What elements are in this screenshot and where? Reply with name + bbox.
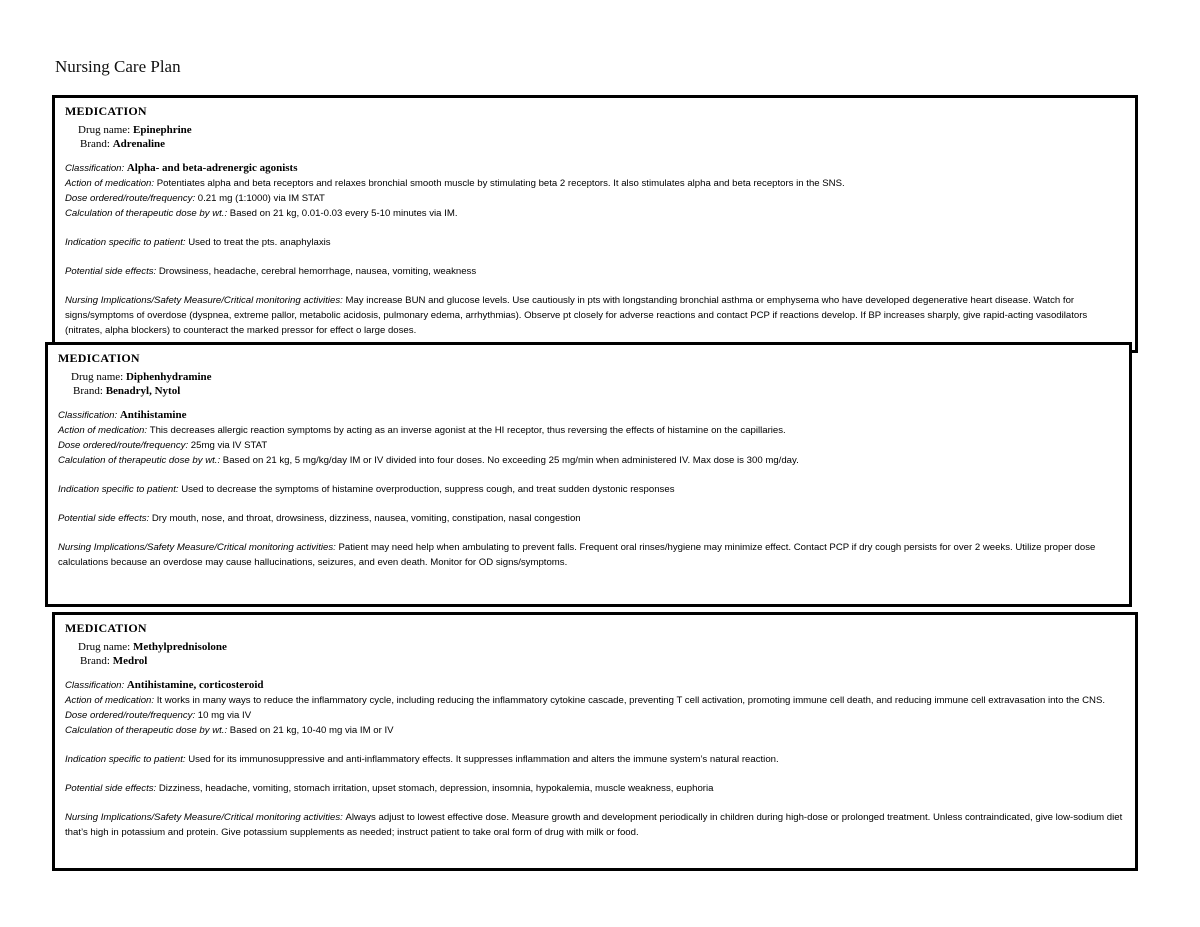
nursing-implications-label: Nursing Implications/Safety Measure/Critical monitoring activities: xyxy=(65,812,346,823)
calculation-label: Calculation of therapeutic dose by wt.: xyxy=(65,725,230,736)
nursing-implications-value: May increase BUN and glucose levels. Use cautiously in pts with longstanding bronchial asthma or emphysema who have developed degenerative heart disease. Watch for signs/symptoms of overdose (dyspnea, extreme pallor, metabolic acidosis, pulmonary edema, arrhythmias). Observe pt closely for adverse reactions and contact PCP if reactions develop. If BP increases sharply, give rapid-acting vasodilators (nitrates, alpha blockers) to counteract the marked pressor for effect o large doses. xyxy=(65,295,1088,336)
side-effects-label: Potential side effects: xyxy=(65,783,159,794)
dose-label: Dose ordered/route/frequency: xyxy=(65,193,198,204)
dose-field xyxy=(65,191,1125,206)
brand-value: Adrenaline xyxy=(112,138,166,150)
dose-field xyxy=(65,708,1125,723)
action-label: Action of medication: xyxy=(65,695,157,706)
nursing-implications-value: Patient may need help when ambulating to prevent falls. Frequent oral rinses/hygiene may minimize effect. Contact PCP if dry cough persists for over 2 weeks. Utilize proper dose calculations because an overdose may cause hallucinations, seizures, and even death. Monitor for OD signs/symptoms. xyxy=(58,542,1096,568)
drug-name-line xyxy=(78,640,1125,654)
medication-card-epinephrine xyxy=(52,95,1138,353)
action-value: This decreases allergic reaction symptoms by acting as an inverse agonist at the HI receptor, thus reversing the effects of histamine on the capillaries. xyxy=(149,425,786,436)
medication-heading: MEDICATION xyxy=(58,351,140,365)
dose-label: Dose ordered/route/frequency: xyxy=(65,710,198,721)
calculation-label: Calculation of therapeutic dose by wt.: xyxy=(65,208,230,219)
side-effects-value: Dry mouth, nose, and throat, drowsiness, dizziness, nausea, vomiting, constipation, nasal congestion xyxy=(151,513,581,524)
brand-value: Benadryl, Nytol xyxy=(105,385,181,397)
classification-value: Alpha- and beta-adrenergic agonists xyxy=(126,162,298,174)
nursing-implications-field xyxy=(65,810,1125,840)
brand-label: Brand: xyxy=(80,655,113,667)
action-field xyxy=(65,693,1125,708)
calculation-value: Based on 21 kg, 5 mg/kg/day IM or IV divided into four doses. No exceeding 25 mg/min when administered IV. Max dose is 300 mg/day. xyxy=(222,455,799,466)
medication-card-methylprednisolone xyxy=(52,612,1138,871)
classification-label: Classification: xyxy=(65,680,127,691)
action-label: Action of medication: xyxy=(65,178,157,189)
side-effects-field xyxy=(65,781,1125,796)
side-effects-value: Dizziness, headache, vomiting, stomach irritation, upset stomach, depression, insomnia, hypokalemia, muscle weakness, euphoria xyxy=(158,783,714,794)
side-effects-label: Potential side effects: xyxy=(58,513,152,524)
medication-card-diphenhydramine xyxy=(45,342,1132,607)
indication-label: Indication specific to patient: xyxy=(65,754,189,765)
calculation-label: Calculation of therapeutic dose by wt.: xyxy=(58,455,223,466)
nursing-implications-label: Nursing Implications/Safety Measure/Critical monitoring activities: xyxy=(65,295,346,306)
indication-field xyxy=(58,482,1119,497)
nursing-implications-field xyxy=(65,293,1125,338)
medication-heading: MEDICATION xyxy=(65,104,147,118)
classification-label: Classification: xyxy=(65,163,127,174)
calculation-field xyxy=(65,206,1125,221)
dose-value: 25mg via IV STAT xyxy=(190,440,268,451)
action-field xyxy=(65,176,1125,191)
brand-label: Brand: xyxy=(80,138,113,150)
brand-label: Brand: xyxy=(73,385,106,397)
side-effects-label: Potential side effects: xyxy=(65,266,159,277)
classification-field xyxy=(65,678,1125,693)
calculation-field xyxy=(65,723,1125,738)
brand-line xyxy=(80,137,1125,151)
brand-line xyxy=(73,384,1119,398)
action-field xyxy=(58,423,1119,438)
drug-name-value: Diphenhydramine xyxy=(125,371,212,383)
brand-value: Medrol xyxy=(112,655,148,667)
drug-name-label: Drug name: xyxy=(71,371,126,383)
drug-name-line xyxy=(71,370,1119,384)
nursing-implications-value: Always adjust to lowest effective dose. Measure growth and development periodically in children during high-dose or prolonged treatment. Unless contraindicated, give low-sodium diet that’s high in potassium and protein. Give potassium supplements as needed; instruct patient to take oral form of drug with milk or food. xyxy=(65,812,1123,838)
calculation-value: Based on 21 kg, 0.01-0.03 every 5-10 minutes via IM. xyxy=(229,208,458,219)
action-label: Action of medication: xyxy=(58,425,150,436)
medication-heading: MEDICATION xyxy=(65,621,147,635)
calculation-value: Based on 21 kg, 10-40 mg via IM or IV xyxy=(229,725,394,736)
indication-value: Used to decrease the symptoms of histamine overproduction, suppress cough, and treat sudden dystonic responses xyxy=(181,484,675,495)
indication-field xyxy=(65,235,1125,250)
classification-label: Classification: xyxy=(58,410,120,421)
side-effects-value: Drowsiness, headache, cerebral hemorrhage, nausea, vomiting, weakness xyxy=(158,266,477,277)
drug-name-value: Methylprednisolone xyxy=(132,641,227,653)
indication-value: Used to treat the pts. anaphylaxis xyxy=(188,237,331,248)
classification-field xyxy=(65,161,1125,176)
drug-name-value: Epinephrine xyxy=(132,124,192,136)
nursing-implications-label: Nursing Implications/Safety Measure/Critical monitoring activities: xyxy=(58,542,339,553)
indication-field xyxy=(65,752,1125,767)
classification-field xyxy=(58,408,1119,423)
classification-value: Antihistamine xyxy=(119,409,187,421)
indication-value: Used for its immunosuppressive and anti-inflammatory effects. It suppresses inflammation and alters the immune system’s natural reaction. xyxy=(188,754,779,765)
calculation-field xyxy=(58,453,1119,468)
dose-value: 0.21 mg (1:1000) via IM STAT xyxy=(197,193,325,204)
action-value: It works in many ways to reduce the inflammatory cycle, including reducing the inflammatory cytokine cascade, preventing T cell activation, promoting immune cell death, and reducing immune cell extravasation into the CNS. xyxy=(156,695,1106,706)
drug-name-line xyxy=(78,123,1125,137)
drug-name-label: Drug name: xyxy=(78,124,133,136)
dose-field xyxy=(58,438,1119,453)
classification-value: Antihistamine, corticosteroid xyxy=(126,679,264,691)
action-value: Potentiates alpha and beta receptors and relaxes bronchial smooth muscle by stimulating beta 2 receptors. It also stimulates alpha and beta receptors in the SNS. xyxy=(156,178,845,189)
page-title: Nursing Care Plan xyxy=(55,57,181,76)
side-effects-field xyxy=(58,511,1119,526)
indication-label: Indication specific to patient: xyxy=(58,484,182,495)
indication-label: Indication specific to patient: xyxy=(65,237,189,248)
dose-value: 10 mg via IV xyxy=(197,710,252,721)
drug-name-label: Drug name: xyxy=(78,641,133,653)
side-effects-field xyxy=(65,264,1125,279)
dose-label: Dose ordered/route/frequency: xyxy=(58,440,191,451)
brand-line xyxy=(80,654,1125,668)
nursing-implications-field xyxy=(58,540,1119,570)
